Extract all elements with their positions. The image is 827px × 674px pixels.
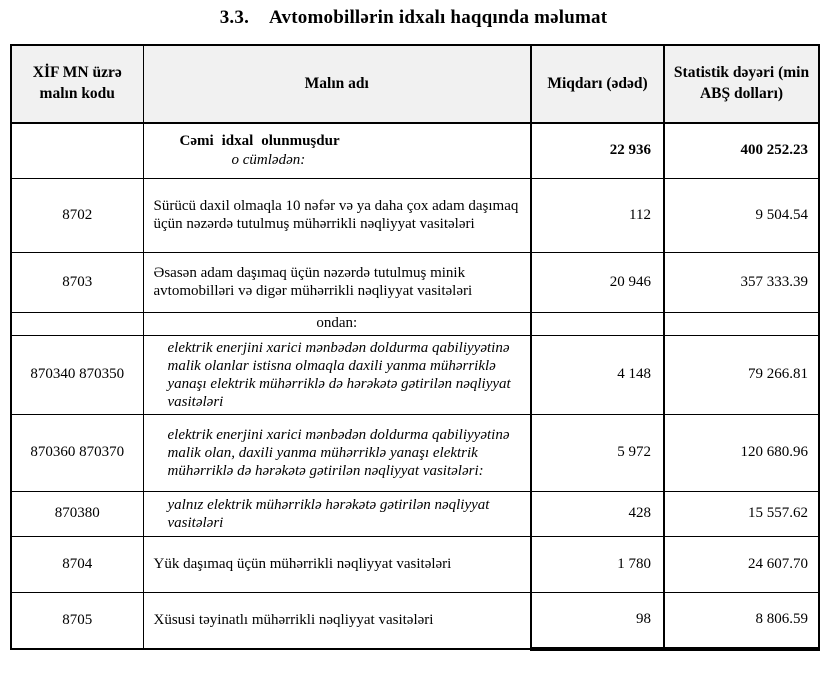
- table-row: [11, 414, 819, 491]
- product-name-subtext: o cümlədən:: [231, 151, 306, 168]
- cell-product-name: [143, 123, 531, 178]
- cell-product-name: [143, 312, 531, 335]
- product-name: Xüsusi təyinatlı mühərrikli nəqliyyat vasitələri: [153, 612, 434, 629]
- cell-statistic-value: 400 252.23: [664, 123, 819, 178]
- cell-code: 870380: [11, 491, 143, 536]
- cell-statistic-value: 357 333.39: [664, 252, 819, 312]
- cell-statistic-value: 8 806.59: [664, 592, 819, 649]
- section-number: 3.3.: [219, 7, 250, 28]
- table-row: [11, 536, 819, 592]
- cell-product-name: [143, 335, 531, 414]
- header-row: [11, 45, 819, 123]
- table-row: [11, 312, 819, 335]
- table-row: [11, 335, 819, 414]
- section-title-text: Avtomobillərin idxalı haqqında məlumat: [269, 7, 608, 28]
- cell-quantity: 1 780: [531, 536, 664, 592]
- cell-quantity: 22 936: [531, 123, 664, 178]
- product-name: ondan:: [316, 315, 358, 332]
- cell-statistic-value: 79 266.81: [664, 335, 819, 414]
- cell-product-name: [143, 536, 531, 592]
- cell-quantity: 5 972: [531, 414, 664, 491]
- cell-quantity: 98: [531, 592, 664, 649]
- product-name: yalnız elektrik mühərriklə hərəkətə gətirilən nəqliyyat vasitələri: [167, 496, 490, 531]
- product-name: Yük daşımaq üçün mühərrikli nəqliyyat vasitələri: [153, 555, 452, 572]
- cell-product-name: [143, 414, 531, 491]
- table-row: [11, 123, 819, 178]
- cell-statistic-value: [664, 312, 819, 335]
- cell-code: 870360 870370: [11, 414, 143, 491]
- cell-code: 8705: [11, 592, 143, 649]
- cell-product-name: [143, 491, 531, 536]
- header-value-column: Statistik dəyəri (min ABŞ dolları): [664, 45, 819, 123]
- table-row: [11, 252, 819, 312]
- cell-quantity: [531, 312, 664, 335]
- cell-code: [11, 312, 143, 335]
- cell-code: 870340 870350: [11, 335, 143, 414]
- table-body: [11, 123, 819, 649]
- cell-code: 8704: [11, 536, 143, 592]
- cell-statistic-value: 120 680.96: [664, 414, 819, 491]
- cell-code: 8703: [11, 252, 143, 312]
- cell-quantity: 20 946: [531, 252, 664, 312]
- cell-quantity: 112: [531, 178, 664, 252]
- product-name: Cəmi idxal olunmuşdur: [179, 133, 340, 150]
- table-row: [11, 178, 819, 252]
- header-name-column: Malın adı: [143, 45, 531, 123]
- imports-table: [10, 44, 820, 651]
- cell-statistic-value: 15 557.62: [664, 491, 819, 536]
- product-name: elektrik enerjini xarici mənbədən doldurma qabiliyyətinə malik olanlar istisna olmaqla daxili yanma mühərriklə yanaşı elektrik mühərriklə də hərəkətə gətirilən nəqliyyat vasitələri: [167, 339, 511, 410]
- cell-code: [11, 123, 143, 178]
- product-name: elektrik enerjini xarici mənbədən doldurma qabiliyyətinə malik olan, daxili yanma mühərriklə yanaşı elektrik mühərriklə də hərəkətə gətirilən nəqliyyat vasitələri:: [167, 426, 510, 479]
- header-quantity-column: Miqdarı (ədəd): [531, 45, 664, 123]
- table-row: [11, 592, 819, 649]
- cell-product-name: [143, 178, 531, 252]
- cell-quantity: 428: [531, 491, 664, 536]
- table-header: [11, 45, 819, 123]
- product-name: Əsasən adam daşımaq üçün nəzərdə tutulmuş minik avtomobilləri və digər mühərrikli nəqliyyat vasitələri: [153, 264, 473, 299]
- cell-product-name: [143, 592, 531, 649]
- table-row: [11, 491, 819, 536]
- cell-product-name: [143, 252, 531, 312]
- cell-statistic-value: 9 504.54: [664, 178, 819, 252]
- page-title: [0, 0, 827, 29]
- cell-quantity: 4 148: [531, 335, 664, 414]
- header-code-column: XİF MN üzrə malın kodu: [11, 45, 143, 123]
- cell-code: 8702: [11, 178, 143, 252]
- cell-statistic-value: 24 607.70: [664, 536, 819, 592]
- product-name: Sürücü daxil olmaqla 10 nəfər və ya daha çox adam daşımaq üçün nəzərdə tutulmuş mühərrikli nəqliyyat vasitələri: [153, 197, 519, 232]
